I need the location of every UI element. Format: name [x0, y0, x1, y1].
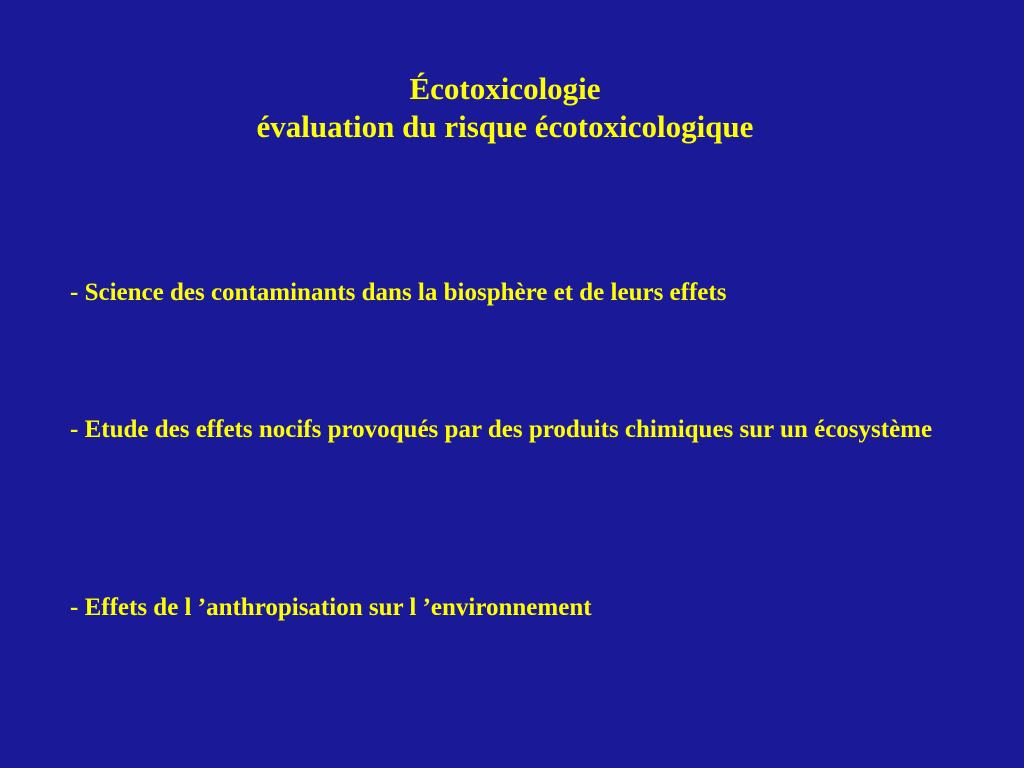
- bullet-item: - Science des contaminants dans la biosphère et de leurs effets: [70, 279, 727, 306]
- bullet-item: - Effets de l ’anthropisation sur l ’environnement: [70, 594, 592, 621]
- title-line-2: évaluation du risque écotoxicologique: [256, 109, 754, 144]
- title-line-1: Écotoxicologie: [409, 71, 601, 106]
- bullet-item: - Etude des effets nocifs provoqués par des produits chimiques sur un écosystème: [70, 416, 933, 443]
- slide-title: [0, 70, 1010, 146]
